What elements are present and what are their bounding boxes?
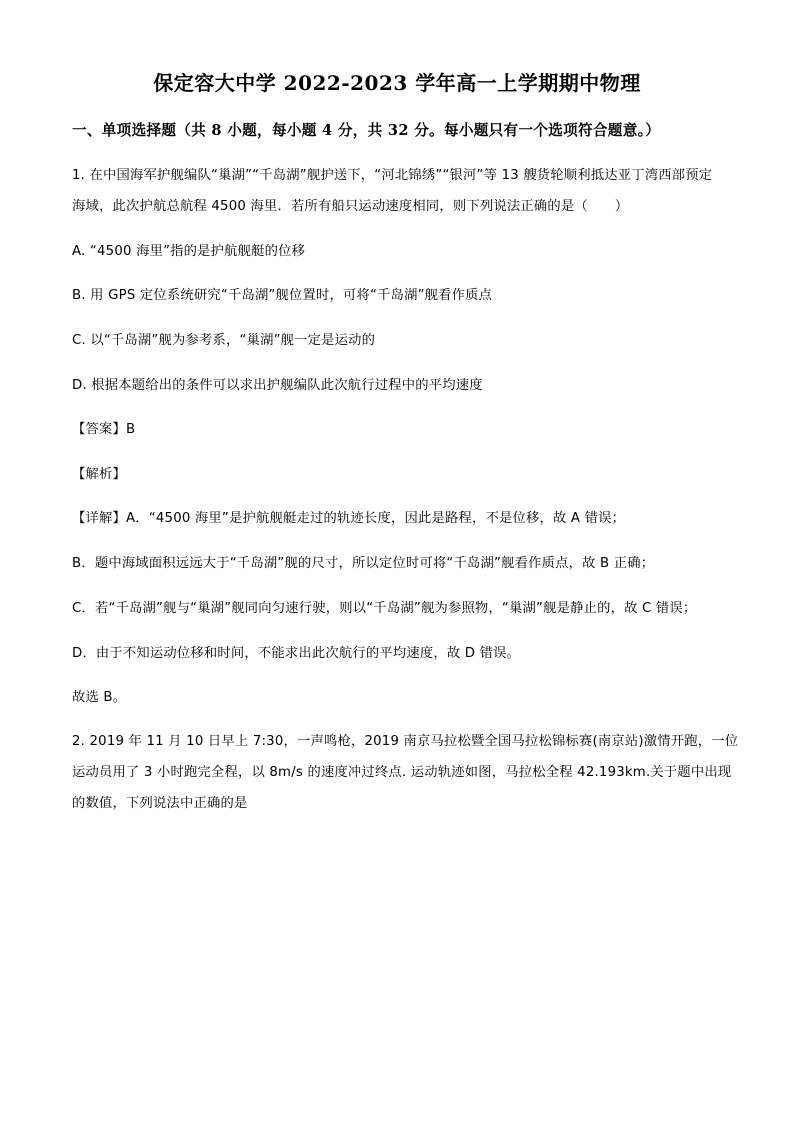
question-2-stem-line-3: 的数值，下列说法中正确的是 <box>72 796 248 811</box>
question-1-answer: 【答案】B <box>72 422 136 437</box>
question-1-option-a: A. “4500 海里”指的是护航舰艇的位移 <box>72 244 306 259</box>
question-1-analysis-label: 【解析】 <box>72 467 126 482</box>
question-1-stem-line-2: 海域，此次护航总航程 4500 海里．若所有船只运动速度相同，则下列说法正确的是（ ） <box>72 199 629 214</box>
question-1-option-c: C. 以“千岛湖”舰为参考系，“巢湖”舰一定是运动的 <box>72 333 376 348</box>
section-heading: 一、单项选择题（共 8 小题，每小题 4 分，共 32 分。每小题只有一个选项符合题意。） <box>72 122 661 139</box>
question-1-detail-d: D．由于不知运动位移和时间，不能求出此次航行的平均速度，故 D 错误。 <box>72 646 521 661</box>
page-title: 保定容大中学 2022-2023 学年高一上学期期中物理 <box>153 71 641 95</box>
question-1-detail-a: 【详解】A．“4500 海里”是护航舰艇走过的轨迹长度，因此是路程，不是位移，故 A 错误； <box>72 511 626 526</box>
question-1-option-d: D. 根据本题给出的条件可以求出护舰编队此次航行过程中的平均速度 <box>72 378 483 393</box>
question-1-detail-b: B．题中海域面积远远大于“千岛湖”舰的尺寸，所以定位时可将“千岛湖”舰看作质点，故 B 正确； <box>72 556 655 571</box>
question-1-conclusion: 故选 B。 <box>72 690 127 705</box>
question-1-stem-line-1: 1. 在中国海军护舰编队“巢湖”“千岛湖”舰护送下，“河北锦绣”“银河”等 13 艘货轮顺利抵达亚丁湾西部预定 <box>72 168 713 183</box>
question-2-stem-line-1: 2. 2019 年 11 月 10 日早上 7:30，一声鸣枪，2019 南京马拉松暨全国马拉松锦标赛(南京站)激情开跑，一位 <box>72 734 739 749</box>
question-1-detail-c: C．若“千岛湖”舰与“巢湖”舰同向匀速行驶，则以“千岛湖”舰为参照物，“巢湖”舰是静止的，故 C 错误； <box>72 601 697 616</box>
question-2-stem-line-2: 运动员用了 3 小时跑完全程，以 8m/s 的速度冲过终点. 运动轨迹如图，马拉松全程 42.193km.关于题中出现 <box>72 765 732 780</box>
question-1-option-b: B. 用 GPS 定位系统研究“千岛湖”舰位置时，可将“千岛湖”舰看作质点 <box>72 288 493 303</box>
